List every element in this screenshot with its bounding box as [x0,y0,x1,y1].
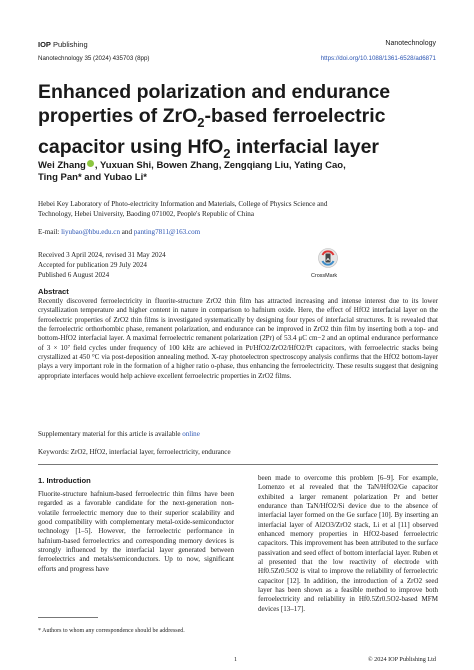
email-link-2[interactable]: panting7811@163.com [133,228,201,236]
email-connector: and [120,228,134,236]
keywords: Keywords: ZrO2, HfO2, interfacial layer, ferroelectricity, endurance [38,448,231,456]
journal-name: Nanotechnology [385,40,436,47]
footnote: * Authors to whom any correspondence should be addressed. [38,628,185,634]
article-dates [38,250,166,280]
author-line-1: , Yuxuan Shi, Bowen Zhang, Zengqiang Liu, Yating Cao, [94,160,346,171]
supplementary-text: Supplementary material for this article is available [38,430,183,438]
published-date: Published 6 August 2024 [38,271,110,279]
received-date: Received 3 April 2024, revised 31 May 2024 [38,251,166,259]
email-link-1[interactable]: liyubao@hbu.edu.cn [61,228,120,236]
article-title: Enhanced polarization and endurance properties of ZrO$_2$-based ferroelectric capacitor using HfO$_2$ interfacial layer [38,81,391,161]
orcid-icon[interactable] [87,160,94,167]
publisher-rest: Publishing [50,40,88,49]
author-list [38,160,438,184]
intro-left-column: Fluorite-structure hafnium-based ferroelectric thin films have been regarded as a favorable candidate for the next-generation non-volatile ferroelectric memory due to their superior scalability and good compatibility with complementary metal-oxide-semiconductor technology [1–5]. However, the ferroelectric performance in hafnium-based ferroelectrics and corresponding memory devices is strongly influenced by the interfacial layer generated between ferroelectrics and metals/semiconductors. Up to now, significant efforts and progress have [38,490,234,573]
footnote-divider [38,617,98,618]
first-author[interactable]: Wei Zhang [38,160,86,171]
copyright: © 2024 IOP Publishing Ltd [367,656,436,663]
affiliation: Hebei Key Laboratory of Photo-electricity Information and Materials, College of Physics Science and Technology, Hebei University, Baoding 071002, People's Republic of China [38,200,328,218]
crossmark-icon[interactable] [318,248,338,268]
citation: Nanotechnology 35 (2024) 435703 (8pp) [38,55,150,62]
abstract-text: Recently discovered ferroelectricity in fluorite-structure ZrO2 thin film has attracted increasing and intense interest due to its lower crystallization temperature and higher content in nature in comparison to hafnium oxide. Here, the effect of HfO2 interfacial layer on the ferroelectric properties of ZrO2 thin films is investigated systematically by designing four types of interfacial structures. It is revealed that the ferroelectric orthorhombic phase, remanent polarization, and endurance can be improved in ZrO2 thin film by inserting both a top- and bottom-HfO2 interfacial layer. A maximal ferroelectric remanent polarization (2Pr) of 53.4 μC cm−2 and an optimal endurance performance of 3 × 10⁷ field cycles under frequency of 100 kHz are achieved in Pt/HfO2/ZrO2/HfO2/Pt capacitors, with ferroelectric stacks being crystallized at 450 °C via post-deposition annealing method. X-ray photoelectron spectroscopy analysis confirms that the HfO2 bottom-layer plays a very important role in the formation of a higher ratio o-phase, thus enhancing the ferroelectricity. These results suggest that designing appropriate interfaces would help achieve excellent ferroelectric properties in ZrO2 films. [38,297,438,380]
publisher-logo [38,40,88,49]
introduction-heading: 1. Introduction [38,476,91,485]
accepted-date: Accepted for publication 29 July 2024 [38,261,147,269]
section-divider [38,464,438,465]
email-line [38,228,200,236]
doi-link[interactable]: https://doi.org/10.1088/1361-6528/ad6871 [320,55,436,62]
supplementary-link[interactable]: online [182,430,200,438]
crossmark-label: CrossMark [311,273,338,279]
publisher-bold: IOP [38,40,51,49]
author-line-2: Ting Pan* and Yubao Li* [38,172,147,183]
intro-right-column: been made to overcome this problem [6–9]. For example, Lomenzo et al revealed that the TaN/HfO2/Ge capacitor exhibited a larger remanent polarization Pr and better endurance than TaN/HfO2/Si device due to the absence of interfacial layer formed on the Ge surface [10]. By inserting an interfacial layer of Al2O3/ZrO2 stack, Li et al [11] observed enhanced memory properties in HfO2-based ferroelectric capacitors. This improvement has been attributed to the surface passivation and seed effect of bottom interfacial layer. Ruben et al presented that the low reactivity of electrode with Hf0.5Zr0.5O2 is vital to improve the reliability of ferroelectric capacitor [12]. In addition, the introduction of a ZrO2 seed layer has been shown as a feasible method to improve both ferroelectricity and reliability in Hf0.5Zr0.5O2-based MFM devices [13–17]. [258,474,438,613]
abstract-heading: Abstract [38,287,69,296]
supplementary-note [38,430,200,438]
page-number: 1 [234,656,238,663]
email-label: E-mail: [38,228,62,236]
